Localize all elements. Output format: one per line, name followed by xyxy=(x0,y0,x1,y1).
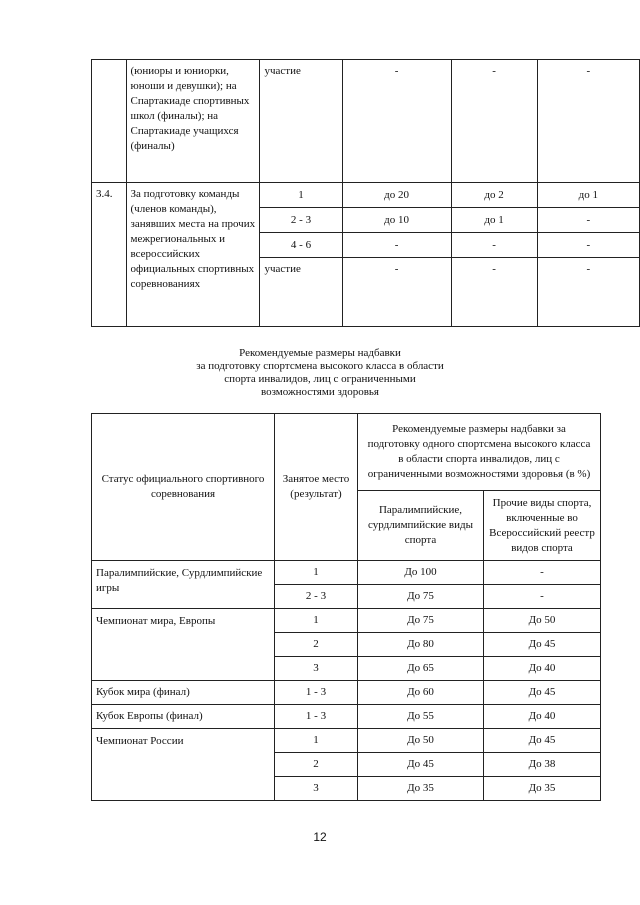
place-cell: 1 xyxy=(275,561,358,585)
page-number: 12 xyxy=(313,830,327,844)
value-cell: До 75 xyxy=(358,609,484,633)
value-cell: - xyxy=(537,258,639,327)
value-cell: - xyxy=(451,233,537,258)
place-cell: 3 xyxy=(275,657,358,681)
title-line: Рекомендуемые размеры надбавки xyxy=(239,347,401,359)
header-sub-other: Прочие виды спорта, включенные во Всероссийский реестр видов спорта xyxy=(484,491,601,561)
status-cell: Чемпионат мира, Европы xyxy=(92,609,275,681)
place-cell: 2 xyxy=(275,633,358,657)
table-row xyxy=(92,60,640,183)
place-cell: 2 xyxy=(275,753,358,777)
status-cell: Кубок мира (финал) xyxy=(92,681,275,705)
title-line: спорта инвалидов, лиц с ограниченными xyxy=(224,373,416,385)
place-cell: 2 - 3 xyxy=(260,208,342,233)
value-cell: До 75 xyxy=(358,585,484,609)
place-cell: 2 - 3 xyxy=(275,585,358,609)
value-cell: - xyxy=(537,208,639,233)
row-number xyxy=(92,60,127,183)
place-cell: 1 - 3 xyxy=(275,705,358,729)
value-cell: - xyxy=(342,60,451,183)
value-cell: - xyxy=(451,60,537,183)
value-cell: До 35 xyxy=(358,777,484,801)
value-cell: До 50 xyxy=(358,729,484,753)
header-sub-paralympic: Паралимпийские, сурдлимпийские виды спорта xyxy=(358,491,484,561)
value-cell: До 45 xyxy=(484,681,601,705)
value-cell: - xyxy=(537,233,639,258)
place-cell: 4 - 6 xyxy=(260,233,342,258)
status-cell: Чемпионат России xyxy=(92,729,275,801)
value-cell: До 45 xyxy=(484,729,601,753)
value-cell: до 10 xyxy=(342,208,451,233)
section-title xyxy=(140,347,500,399)
title-line: возможностями здоровья xyxy=(261,386,379,398)
header-group: Рекомендуемые размеры надбавки за подготовку одного спортсмена высокого класса в области спорта инвалидов, лиц с ограниченными возможностями здоровья (в %) xyxy=(358,414,601,491)
value-cell: - xyxy=(342,258,451,327)
value-cell: - xyxy=(451,258,537,327)
row-description: За подготовку команды (членов команды), занявших места на прочих межрегиональных и всероссийских официальных спортивных соревнованиях xyxy=(126,183,260,327)
title-line: за подготовку спортсмена высокого класса в области xyxy=(196,360,444,372)
value-cell: - xyxy=(484,585,601,609)
place-cell: 1 xyxy=(275,729,358,753)
row-number: 3.4. xyxy=(92,183,127,327)
value-cell: До 45 xyxy=(484,633,601,657)
continuation-table xyxy=(91,59,640,327)
place-cell: участие xyxy=(260,258,342,327)
status-cell: Паралимпийские, Сурдлимпийские игры xyxy=(92,561,275,609)
header-status: Статус официального спортивного соревнования xyxy=(92,414,275,561)
value-cell: До 80 xyxy=(358,633,484,657)
row-description: (юниоры и юниорки, юноши и девушки); на Спартакиаде спортивных школ (финалы); на Спартакиаде учащихся (финалы) xyxy=(126,60,260,183)
bonus-table xyxy=(91,413,601,801)
value-cell: До 55 xyxy=(358,705,484,729)
value-cell: - xyxy=(342,233,451,258)
place-cell: участие xyxy=(260,60,342,183)
value-cell: до 20 xyxy=(342,183,451,208)
place-cell: 1 xyxy=(260,183,342,208)
value-cell: До 35 xyxy=(484,777,601,801)
value-cell: До 40 xyxy=(484,705,601,729)
value-cell: До 50 xyxy=(484,609,601,633)
value-cell: До 40 xyxy=(484,657,601,681)
value-cell: До 65 xyxy=(358,657,484,681)
place-cell: 1 - 3 xyxy=(275,681,358,705)
table-row xyxy=(92,609,601,633)
table-row xyxy=(92,561,601,585)
header-place: Занятое место (результат) xyxy=(275,414,358,561)
table-header-row xyxy=(92,414,601,491)
table-row xyxy=(92,183,640,208)
table-row xyxy=(92,729,601,753)
place-cell: 3 xyxy=(275,777,358,801)
value-cell: - xyxy=(537,60,639,183)
place-cell: 1 xyxy=(275,609,358,633)
value-cell: До 45 xyxy=(358,753,484,777)
value-cell: до 1 xyxy=(537,183,639,208)
value-cell: - xyxy=(484,561,601,585)
value-cell: до 2 xyxy=(451,183,537,208)
value-cell: До 60 xyxy=(358,681,484,705)
table-row xyxy=(92,705,601,729)
value-cell: До 38 xyxy=(484,753,601,777)
value-cell: до 1 xyxy=(451,208,537,233)
value-cell: До 100 xyxy=(358,561,484,585)
table-row xyxy=(92,681,601,705)
status-cell: Кубок Европы (финал) xyxy=(92,705,275,729)
